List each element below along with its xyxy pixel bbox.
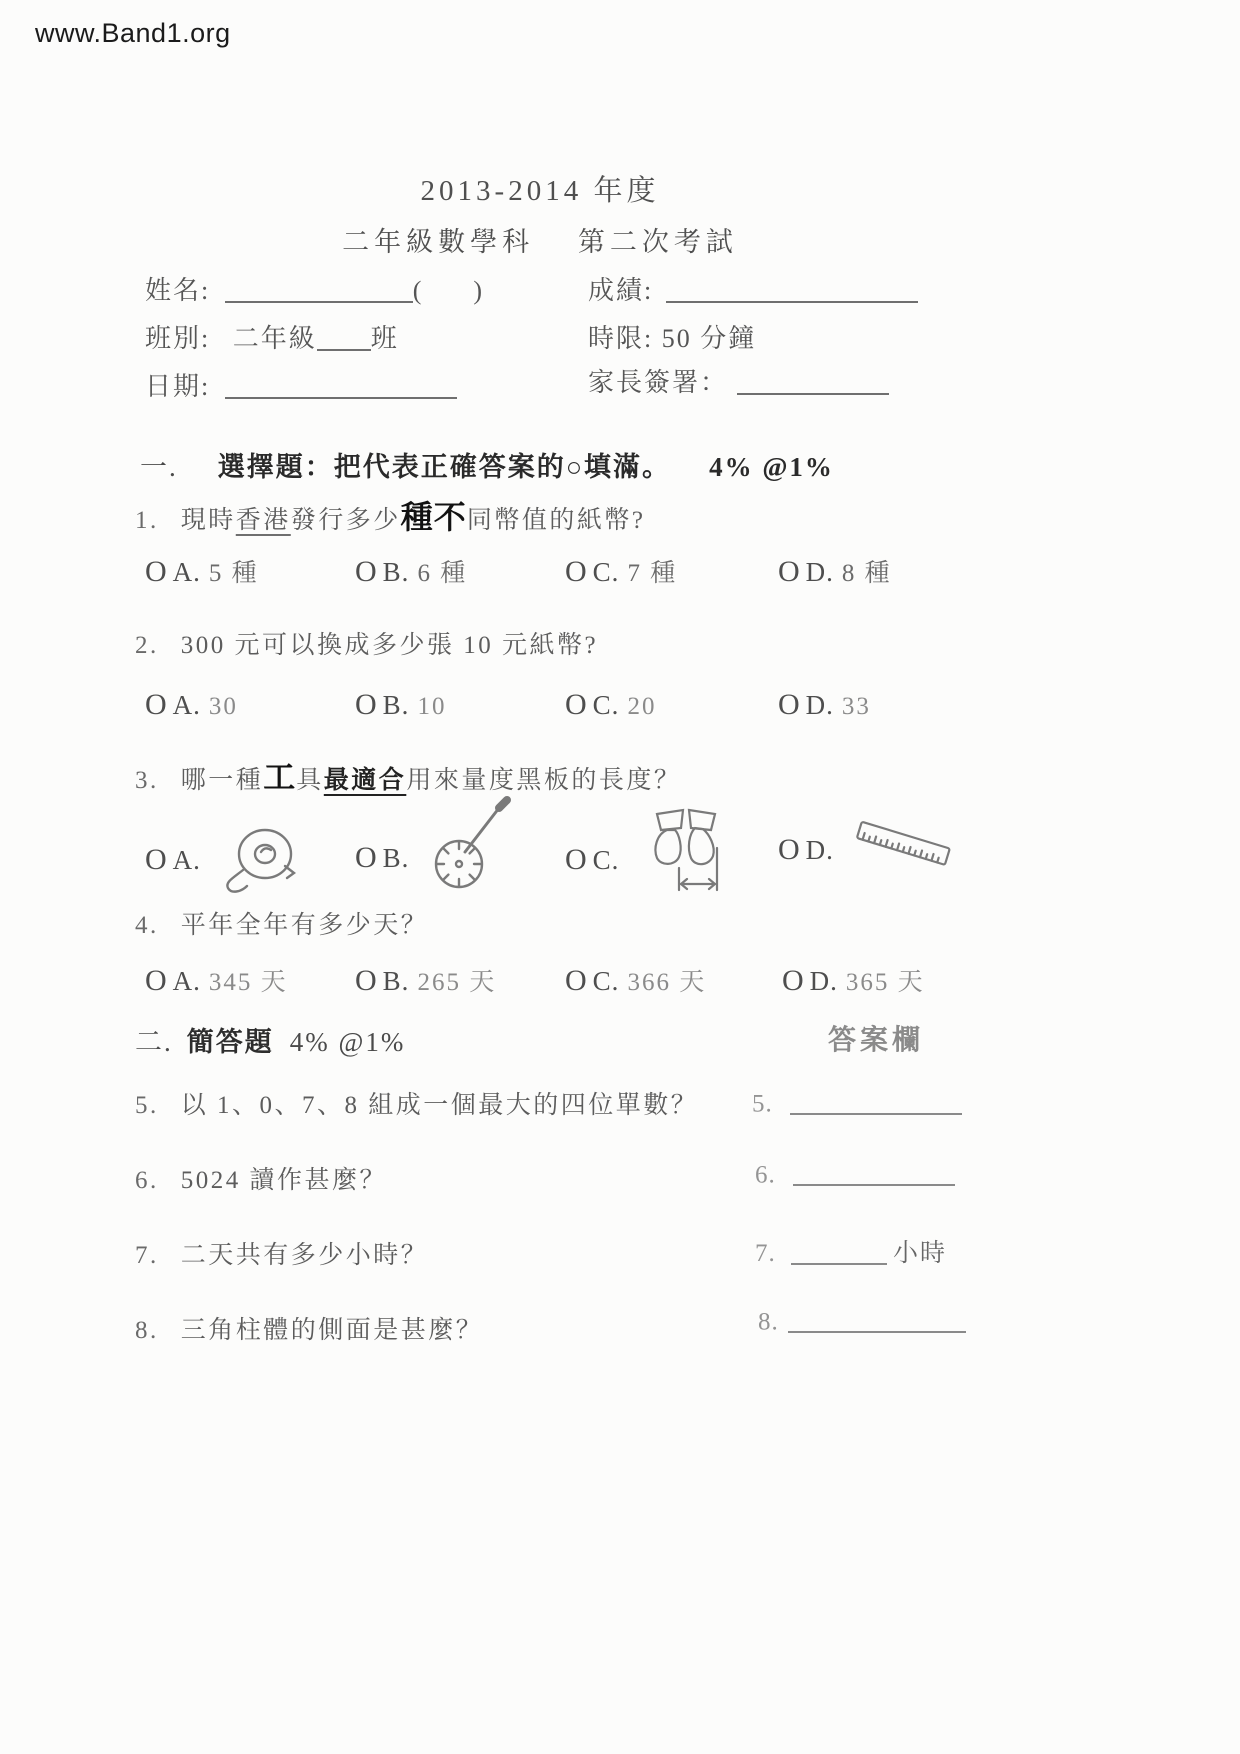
option-value: 265 天 [417,969,497,996]
question-1-text-post: 同幣值的紙幣? [466,507,646,534]
option-3a [145,822,303,898]
option-4c [565,962,706,998]
option-4b [355,962,496,998]
answer-number: 8. [758,1308,779,1336]
date-label: 日期: [145,372,211,401]
class-label: 班別: [145,324,211,353]
answer-bubble[interactable]: O [565,688,587,721]
question-1 [135,492,645,538]
option-value: 33 [841,693,871,720]
question-2-number: 2. [135,632,159,659]
question-5-number: 5. [135,1092,159,1119]
question-4-options [0,962,1240,1012]
parent-signature-row [588,362,889,399]
score-label: 成績: [588,276,654,305]
option-letter: B. [382,966,410,996]
section1-heading [140,445,834,484]
section2-marks: 4% @1% [289,1027,406,1057]
option-letter: C. [592,690,620,720]
option-letter: B. [382,842,410,873]
answer-row-5 [752,1087,968,1118]
option-value: 6 種 [417,560,468,587]
option-1a [145,553,259,589]
time-limit-row [588,318,756,355]
exam-title: 二年級數學科 第二次考試 [342,227,738,257]
option-1c [565,553,677,589]
section2-heading [135,1020,405,1059]
question-3-emphasis-2: 最適合 [323,767,407,794]
question-3-number: 3. [135,767,159,794]
answer-bubble[interactable]: O [782,964,804,997]
option-letter: D. [809,966,838,996]
option-3c [565,822,737,898]
question-5-text: 以 1、0、7、8 組成一個最大的四位單數？ [180,1092,699,1119]
question-8 [135,1310,483,1346]
question-3-text-mid: 具 [296,767,324,794]
question-1-number: 1. [135,507,159,534]
answer-bubble[interactable]: O [778,555,800,588]
option-value: 10 [417,693,447,720]
answer-bubble[interactable]: O [355,841,377,874]
answer-blank-6 [793,1158,955,1186]
time-limit-value: 50 分鐘 [661,324,757,353]
answer-number: 6. [755,1161,776,1189]
section1-title: 選擇題：把代表正確答案的○填滿。 [217,452,672,482]
question-3-options [0,800,1240,900]
option-value: 8 種 [841,560,892,587]
question-3-text-pre: 哪一種 [180,767,264,794]
answer-number: 7. [755,1240,776,1267]
name-field-row [145,270,482,307]
feet-pacing-icon [637,802,737,898]
option-letter: D. [805,557,834,587]
answer-suffix: 小時 [893,1240,948,1267]
question-4 [135,905,428,941]
question-4-number: 4. [135,912,159,939]
ruler-icon [852,812,960,878]
answer-bubble[interactable]: O [778,688,800,721]
question-3-text-post: 用來量度黑板的長度？ [406,767,682,794]
answer-bubble[interactable]: O [145,555,167,588]
option-letter: C. [592,844,620,875]
question-2-text: 300 元可以換成多少張 10 元紙幣? [180,632,599,659]
option-letter: A. [172,557,201,587]
answer-column-title: 答案欄 [828,1025,925,1056]
parent-signature-blank [737,366,889,395]
class-field-row [145,318,399,355]
option-value: 20 [627,693,657,720]
option-letter: A. [172,966,201,996]
name-paren: ( ) [412,276,483,305]
date-field-row [145,366,457,403]
option-1b [355,553,467,589]
answer-bubble[interactable]: O [145,843,167,876]
option-value: 7 種 [627,560,678,587]
tape-measure-icon [219,822,303,898]
year-title: 2013-2014 年度 [420,175,660,207]
answer-bubble[interactable]: O [355,555,377,588]
option-1d [778,553,892,589]
question-6 [135,1160,387,1196]
question-4-text: 平年全年有多少天？ [180,912,429,939]
parent-signature-label: 家長簽署： [588,368,729,397]
question-1-text-mid: 發行多少 [290,507,401,534]
option-letter: A. [172,844,201,875]
option-value: 345 天 [208,969,288,996]
question-3 [135,752,681,798]
name-label: 姓名: [145,276,211,305]
site-link[interactable]: www.Band1.org [35,18,231,48]
answer-row-6 [755,1158,961,1189]
question-8-number: 8. [135,1317,159,1344]
option-letter: A. [172,690,201,720]
option-letter: D. [805,834,834,865]
question-5 [135,1085,698,1121]
answer-bubble[interactable]: O [145,688,167,721]
question-1-emphasis: 種不 [400,499,467,535]
measuring-wheel-icon [427,794,517,894]
option-value: 30 [208,693,238,720]
answer-row-7 [755,1233,947,1269]
option-letter: C. [592,557,620,587]
answer-bubble[interactable]: O [778,833,800,866]
answer-bubble[interactable]: O [145,964,167,997]
question-3-emphasis-1: 工 [263,759,297,795]
date-blank [225,370,457,399]
option-2b [355,688,446,722]
option-letter: B. [382,690,410,720]
option-4a [145,962,288,998]
question-6-number: 6. [135,1167,159,1194]
answer-bubble[interactable]: O [565,555,587,588]
question-6-text: 5024 讀作甚麼？ [180,1167,388,1194]
question-7-number: 7. [135,1242,159,1269]
section1-marks: 4% @1% [709,452,834,482]
question-2 [135,625,598,661]
option-3b [355,822,517,894]
section2-number: 二. [135,1027,173,1057]
option-value: 366 天 [627,969,707,996]
answer-blank-7 [791,1237,887,1265]
option-letter: B. [382,557,410,587]
answer-number: 5. [752,1090,773,1118]
score-blank [666,274,918,303]
question-2-options [0,688,1240,738]
option-2a [145,688,238,722]
answer-bubble[interactable]: O [355,688,377,721]
question-1-options [0,553,1240,603]
option-3d [778,822,960,878]
question-8-text: 三角柱體的側面是甚麼？ [180,1317,484,1344]
option-value: 365 天 [845,969,925,996]
class-prefix: 二年級 [232,324,317,353]
name-blank [225,274,413,303]
section1-number: 一. [140,452,178,482]
section2-title: 簡答題 [186,1027,274,1057]
option-2c [565,688,656,722]
answer-row-8 [758,1305,972,1336]
answer-bubble[interactable]: O [565,964,587,997]
option-letter: C. [592,966,620,996]
answer-blank-5 [790,1087,962,1115]
answer-bubble[interactable]: O [565,843,587,876]
class-blank [317,322,371,351]
question-7-text: 二天共有多少小時？ [180,1242,429,1269]
answer-blank-8 [788,1305,966,1333]
class-suffix: 班 [370,324,399,353]
question-7 [135,1235,428,1271]
option-4d [782,962,925,998]
option-letter: D. [805,690,834,720]
option-value: 5 種 [208,560,259,587]
answer-bubble[interactable]: O [355,964,377,997]
option-2d [778,688,871,722]
time-limit-label: 時限: [588,324,654,353]
question-1-underlined: 香港 [235,507,291,534]
question-1-text-pre: 現時 [180,507,236,534]
score-field-row [588,270,918,307]
